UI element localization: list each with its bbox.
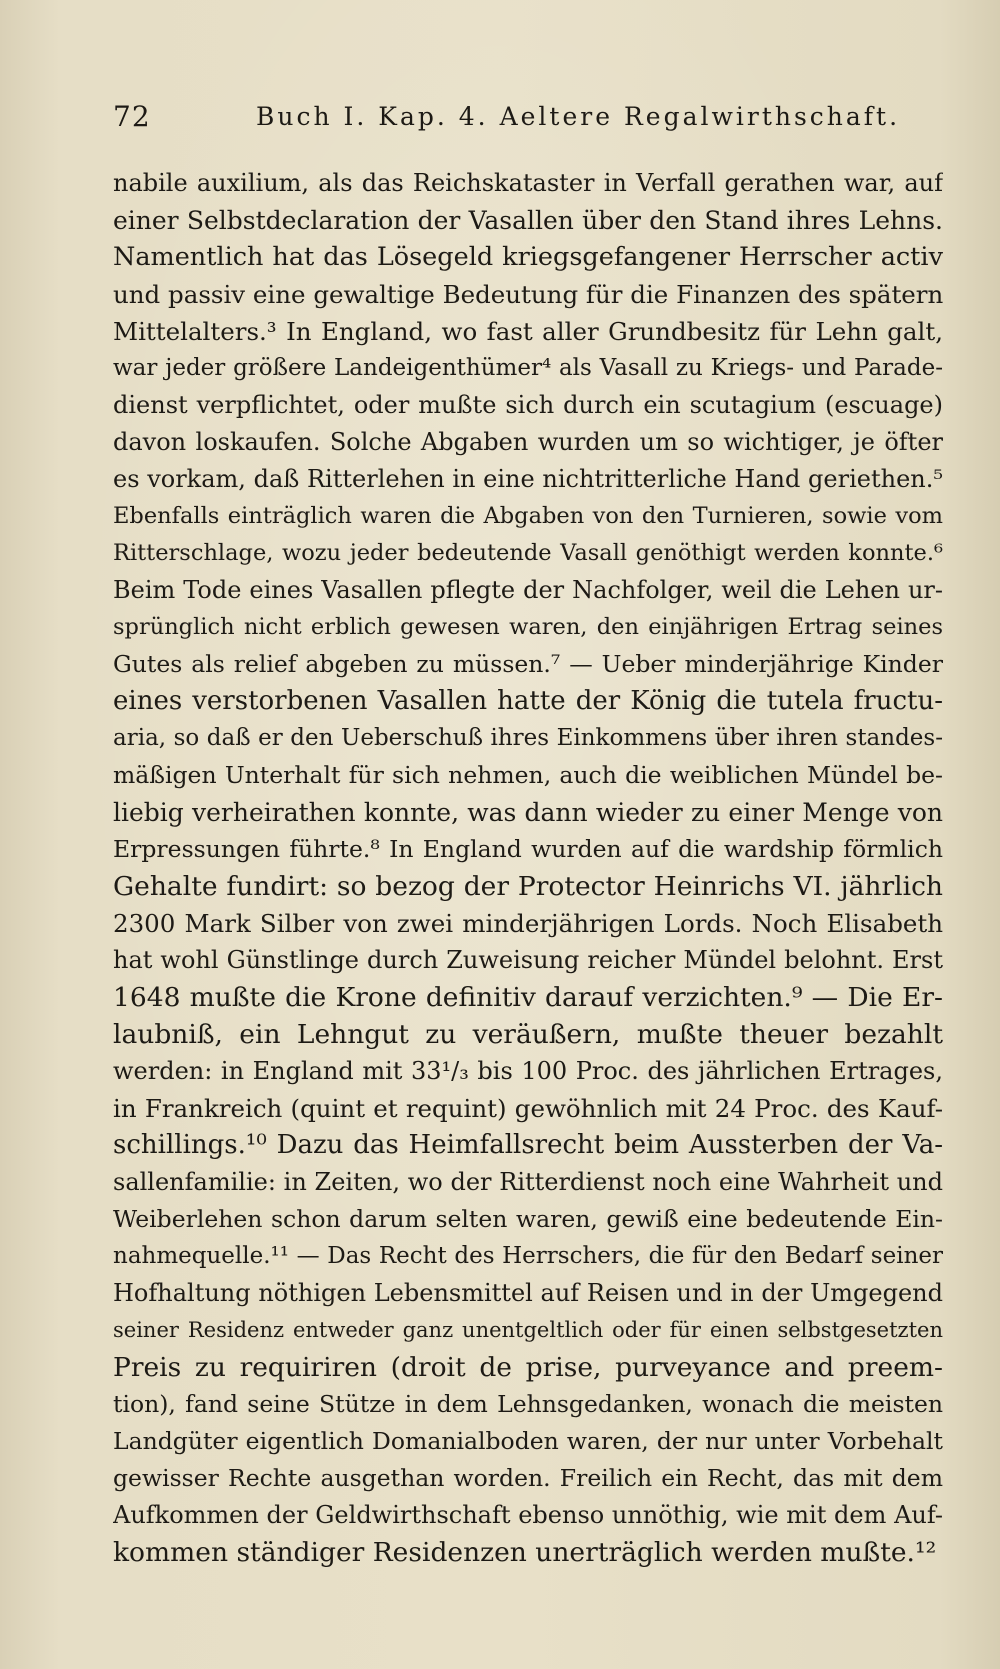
text-line: Ebenfalls einträglich waren die Abgaben von den Turnieren, sowie vom bbox=[113, 503, 943, 529]
text-line: und passiv eine gewaltige Bedeutung für die Finanzen des spätern bbox=[113, 280, 943, 309]
text-line: Preis zu requiriren (droit de prise, purveyance and preem- bbox=[113, 1352, 943, 1383]
text-line: Aufkommen der Geldwirthschaft ebenso unnöthig, wie mit dem Auf- bbox=[113, 1501, 943, 1529]
page-number: 72 bbox=[113, 100, 151, 133]
running-head bbox=[113, 100, 943, 140]
text-line: liebig verheirathen konnte, was dann wieder zu einer Menge von bbox=[113, 798, 943, 827]
text-line: tion), fand seine Stütze in dem Lehnsgedanken, wonach die meisten bbox=[113, 1390, 943, 1418]
text-line: in Frankreich (quint et requint) gewöhnlich mit 24 Proc. des Kauf- bbox=[113, 1094, 943, 1123]
text-line: war jeder größere Landeigenthümer⁴ als Vasall zu Kriegs- und Parade- bbox=[113, 355, 943, 381]
text-line: eines verstorbenen Vasallen hatte der König die tutela fructu- bbox=[113, 686, 943, 716]
text-line: Erpressungen führte.⁸ In England wurden auf die wardship förmlich bbox=[113, 835, 943, 863]
text-line: gewisser Rechte ausgethan worden. Freilich ein Recht, das mit dem bbox=[113, 1464, 943, 1492]
running-title: Buch I. Kap. 4. Aeltere Regalwirthschaft. bbox=[256, 102, 901, 131]
text-line: Namentlich hat das Lösegeld kriegsgefangener Herrscher activ bbox=[113, 242, 943, 272]
text-line: kommen ständiger Residenzen unerträglich werden mußte.¹² bbox=[113, 1537, 937, 1568]
text-line: seiner Residenz entweder ganz unentgeltlich oder für einen selbstgesetzten bbox=[113, 1318, 943, 1342]
text-line: sprünglich nicht erblich gewesen waren, den einjährigen Ertrag seines bbox=[113, 614, 943, 640]
text-line: nabile auxilium, als das Reichskataster in Verfall gerathen war, auf bbox=[113, 169, 943, 197]
text-line: Weiberlehen schon darum selten waren, gewiß eine bedeutende Ein- bbox=[113, 1205, 943, 1233]
text-line: aria, so daß er den Ueberschuß ihres Einkommens über ihren standes- bbox=[113, 725, 943, 751]
body-text bbox=[113, 165, 943, 1571]
text-line: es vorkam, daß Ritterlehen in eine nichtritterliche Hand geriethen.⁵ bbox=[113, 465, 943, 493]
text-line: sallenfamilie: in Zeiten, wo der Ritterdienst noch eine Wahrheit und bbox=[113, 1168, 943, 1196]
text-line: schillings.¹⁰ Dazu das Heimfallsrecht beim Aussterben der Va- bbox=[113, 1130, 943, 1160]
text-line: Landgüter eigentlich Domanialboden waren, der nur unter Vorbehalt bbox=[113, 1427, 943, 1455]
text-line: Ritterschlage, wozu jeder bedeutende Vasall genöthigt werden konnte.⁶ bbox=[113, 540, 943, 566]
text-line: hat wohl Günstlinge durch Zuweisung reicher Mündel belohnt. Erst bbox=[113, 946, 943, 974]
text-line: dienst verpflichtet, oder mußte sich durch ein scutagium (escuage) bbox=[113, 391, 943, 419]
text-line: davon loskaufen. Solche Abgaben wurden um so wichtiger, je öfter bbox=[113, 428, 943, 456]
text-line: 1648 mußte die Krone definitiv darauf verzichten.⁹ — Die Er- bbox=[113, 982, 943, 1013]
text-line: Gutes als relief abgeben zu müssen.⁷ — Ueber minderjährige Kinder bbox=[113, 650, 943, 678]
text-line: Mittelalters.³ In England, wo fast aller Grundbesitz für Lehn galt, bbox=[113, 317, 943, 346]
text-line: Beim Tode eines Vasallen pflegte der Nachfolger, weil die Lehen ur- bbox=[113, 576, 943, 604]
text-line: einer Selbstdeclaration der Vasallen über den Stand ihres Lehns. bbox=[113, 206, 943, 235]
text-line: laubniß, ein Lehngut zu veräußern, mußte theuer bezahlt bbox=[113, 1019, 943, 1050]
text-line: werden: in England mit 33¹/₃ bis 100 Proc. des jährlichen Ertrages, bbox=[113, 1057, 943, 1085]
text-line: Gehalte fundirt: so bezog der Protector Heinrichs VI. jährlich bbox=[113, 871, 943, 902]
text-line: mäßigen Unterhalt für sich nehmen, auch die weiblichen Mündel be- bbox=[113, 761, 943, 789]
text-line: Hofhaltung nöthigen Lebensmittel auf Reisen und in der Umgegend bbox=[113, 1279, 943, 1307]
text-line: 2300 Mark Silber von zwei minderjährigen Lords. Noch Elisabeth bbox=[113, 909, 943, 938]
text-line: nahmequelle.¹¹ — Das Recht des Herrschers, die für den Bedarf seiner bbox=[113, 1243, 943, 1269]
